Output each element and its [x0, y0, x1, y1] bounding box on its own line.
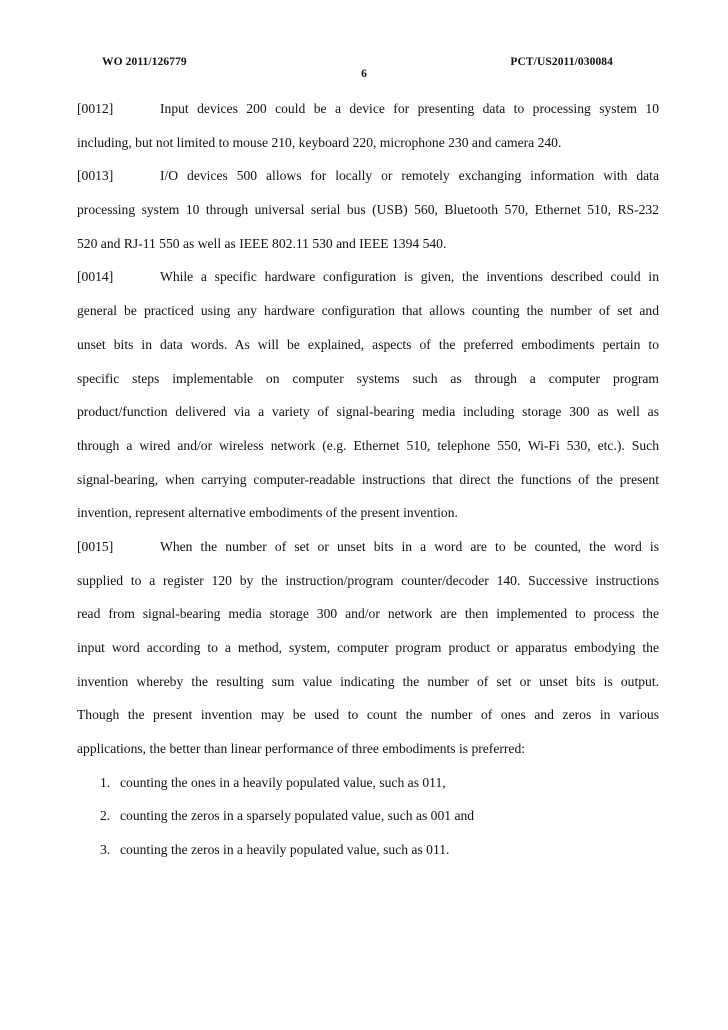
paragraph-line: read from signal-bearing media storage 300 and/or network are then implemented to process the — [77, 606, 659, 622]
list-marker: 1. — [100, 774, 111, 790]
paragraph-line: through a wired and/or wireless network (e.g. Ethernet 510, telephone 550, Wi-Fi 530, etc.). Such — [77, 437, 659, 453]
list-item — [77, 799, 659, 833]
paragraph-line: invention whereby the resulting sum value indicating the number of set or unset bits is output. — [77, 673, 659, 689]
list-marker: 2. — [100, 808, 111, 824]
paragraph-line: general be practiced using any hardware configuration that allows counting the number of set and — [77, 303, 659, 319]
paragraph-line: 520 and RJ-11 550 as well as IEEE 802.11 530 and IEEE 1394 540. — [77, 235, 447, 251]
list-item-text: counting the zeros in a heavily populated value, such as 011. — [120, 842, 450, 858]
list-item — [77, 766, 659, 800]
list-marker: 3. — [100, 842, 111, 858]
paragraph-line: [0012] Input devices 200 could be a device for presenting data to processing system 10 — [77, 92, 659, 126]
paragraph-line: invention, represent alternative embodiments of the present invention. — [77, 505, 458, 521]
page-number: 6 — [361, 68, 367, 80]
list-item — [77, 833, 659, 867]
paragraph-line: including, but not limited to mouse 210, keyboard 220, microphone 230 and camera 240. — [77, 134, 562, 150]
paragraph-line: input word according to a method, system, computer program product or apparatus embodying the — [77, 640, 659, 655]
paragraph-line: Though the present invention may be used to count the number of ones and zeros in various — [77, 707, 659, 723]
paragraph-line: specific steps implementable on computer systems such as through a computer program — [77, 370, 659, 386]
paragraph-line: applications, the better than linear performance of three embodiments is preferred: — [77, 741, 526, 757]
embodiment-list — [77, 766, 659, 867]
paragraph-line: unset bits in data words. As will be explained, aspects of the preferred embodiments pertain to — [77, 336, 659, 352]
application-number: PCT/US2011/030084 — [510, 56, 613, 68]
list-item-text: counting the ones in a heavily populated value, such as 011, — [120, 774, 446, 790]
paragraph-line: [0014] While a specific hardware configuration is given, the inventions described could in — [77, 260, 659, 294]
document-body — [77, 92, 659, 867]
paragraph-line: product/function delivered via a variety of signal-bearing media including storage 300 as well as — [77, 404, 659, 420]
paragraph-line: processing system 10 through universal serial bus (USB) 560, Bluetooth 570, Ethernet 510, RS-232 — [77, 202, 659, 218]
paragraph-line: [0013] I/O devices 500 allows for locally or remotely exchanging information with data — [77, 159, 659, 193]
paragraph-line: [0015] When the number of set or unset bits in a word are to be counted, the word is — [77, 530, 659, 564]
paragraph-number: [0015] — [77, 538, 114, 554]
paragraph-0014 — [77, 260, 659, 530]
paragraph-0013 — [77, 159, 659, 260]
paragraph-0012 — [77, 92, 659, 159]
paragraph-number: [0013] — [77, 168, 114, 184]
paragraph-number: [0012] — [77, 101, 114, 116]
list-item-text: counting the zeros in a sparsely populated value, such as 001 and — [120, 808, 475, 824]
paragraph-number: [0014] — [77, 269, 114, 285]
publication-number: WO 2011/126779 — [102, 56, 187, 68]
paragraph-line: supplied to a register 120 by the instruction/program counter/decoder 140. Successive instructions — [77, 572, 659, 588]
paragraph-line: signal-bearing, when carrying computer-readable instructions that direct the functions of the present — [77, 471, 659, 487]
paragraph-0015 — [77, 530, 659, 766]
